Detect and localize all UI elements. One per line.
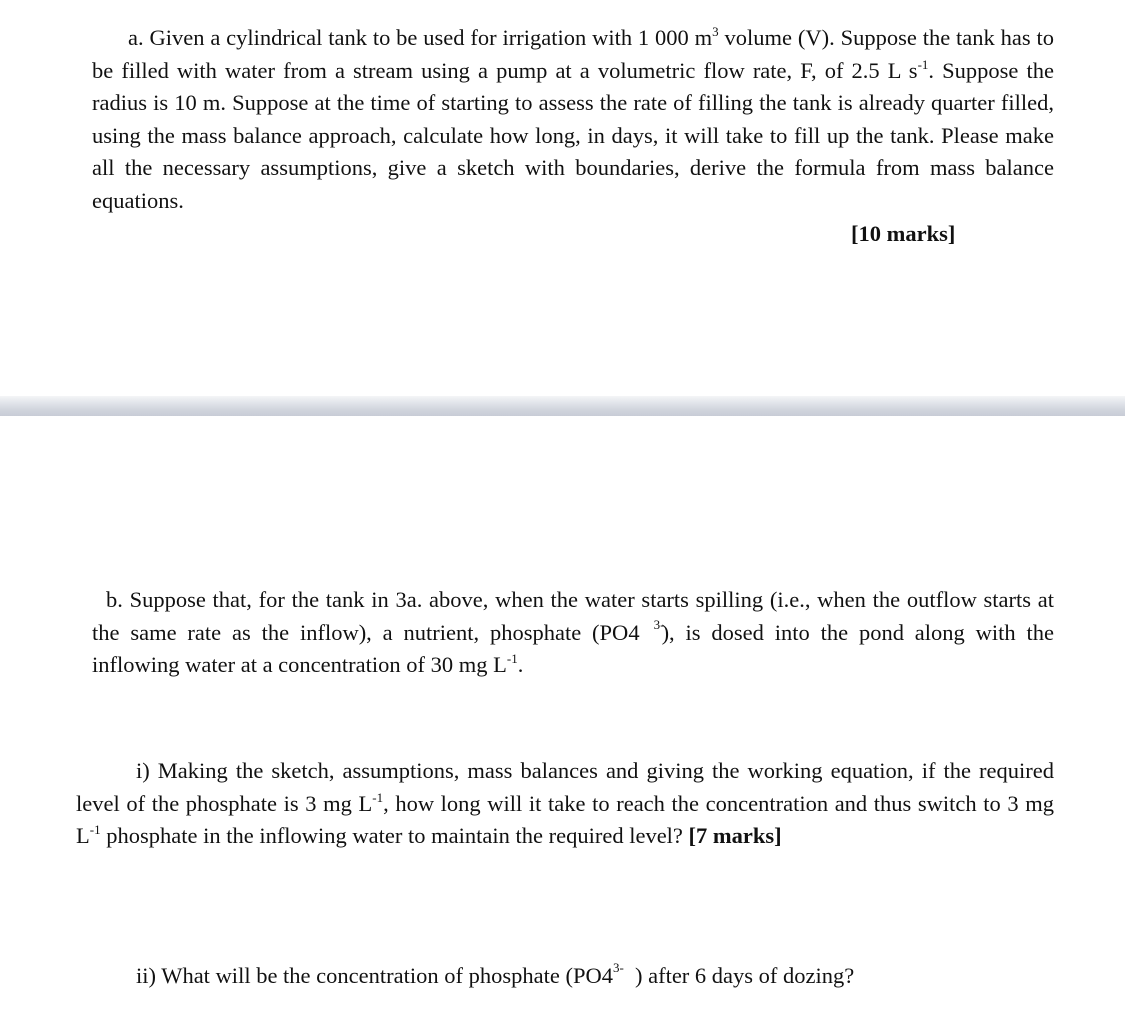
question-b-paragraph [92,584,1054,682]
per-litre-exponent: -1 [506,651,518,666]
question-a-text-1: a. Given a cylindrical tank to be used for irrigation with 1 000 m [128,25,713,50]
cubic-exponent: 3 [712,24,719,39]
question-a-text-3: . Suppose the radius is 10 m. Suppose at the time of starting to assess the rate of filling the tank is already quarter filled, using the mass balance approach, calculate how long, in days, it will take to fill up the tank. Please make all the necessary assumptions, give a sketch with boundaries, derive the formula from mass balance equations. [92,57,1055,213]
per-litre-exponent-1: -1 [372,789,384,805]
per-litre-exponent-2: -1 [89,822,101,837]
phosphate-subscript: 4 [601,963,613,988]
question-b-i-text-2: , how long will it take to reach the concentration and thus switch to 3 mg L [76,790,1054,848]
question-b-text-3: . [517,652,524,677]
question-b-i-marks: [7 marks] [688,823,782,848]
question-a-marks: [10 marks] [851,221,956,246]
phosphate-charge-label: 3- [653,616,665,632]
question-b-ii-paragraph [136,960,1036,993]
question-b-ii-text-2: ) after 6 days of dozing? [634,963,855,988]
section-divider [0,396,1125,416]
question-b-ii-text-1: ii) What will be the concentration of phosphate (PO [136,963,602,988]
question-b-i-paragraph [76,755,1054,853]
question-b-text-1: b. Suppose that, for the tank in 3a. above, when the water starts spilling (i.e., when the outflow starts at the same rate as the inflow), a nutrient, phosphate (PO [92,587,1054,645]
question-b-i-text-3: phosphate in the inflowing water to maintain the required level? [100,823,683,848]
phosphate-subscript: 4 [628,619,640,645]
phosphate-charge-label: 3- [612,960,624,975]
question-a-paragraph [92,22,1054,217]
question-b-i-text-1: i) Making the sketch, assumptions, mass balances and giving the working equation, if the required level of the phosphate is 3 mg L [76,758,1054,816]
question-b-text-2: ), is dosed into the pond along with the inflowing water at a concentration of 30 mg L [92,619,1054,677]
question-a-text-2: volume (V). Suppose the tank has to be filled with water from a stream using a pump at a volumetric flow rate, F, of 2.5 L s [92,25,1054,83]
per-second-exponent: -1 [917,56,929,72]
